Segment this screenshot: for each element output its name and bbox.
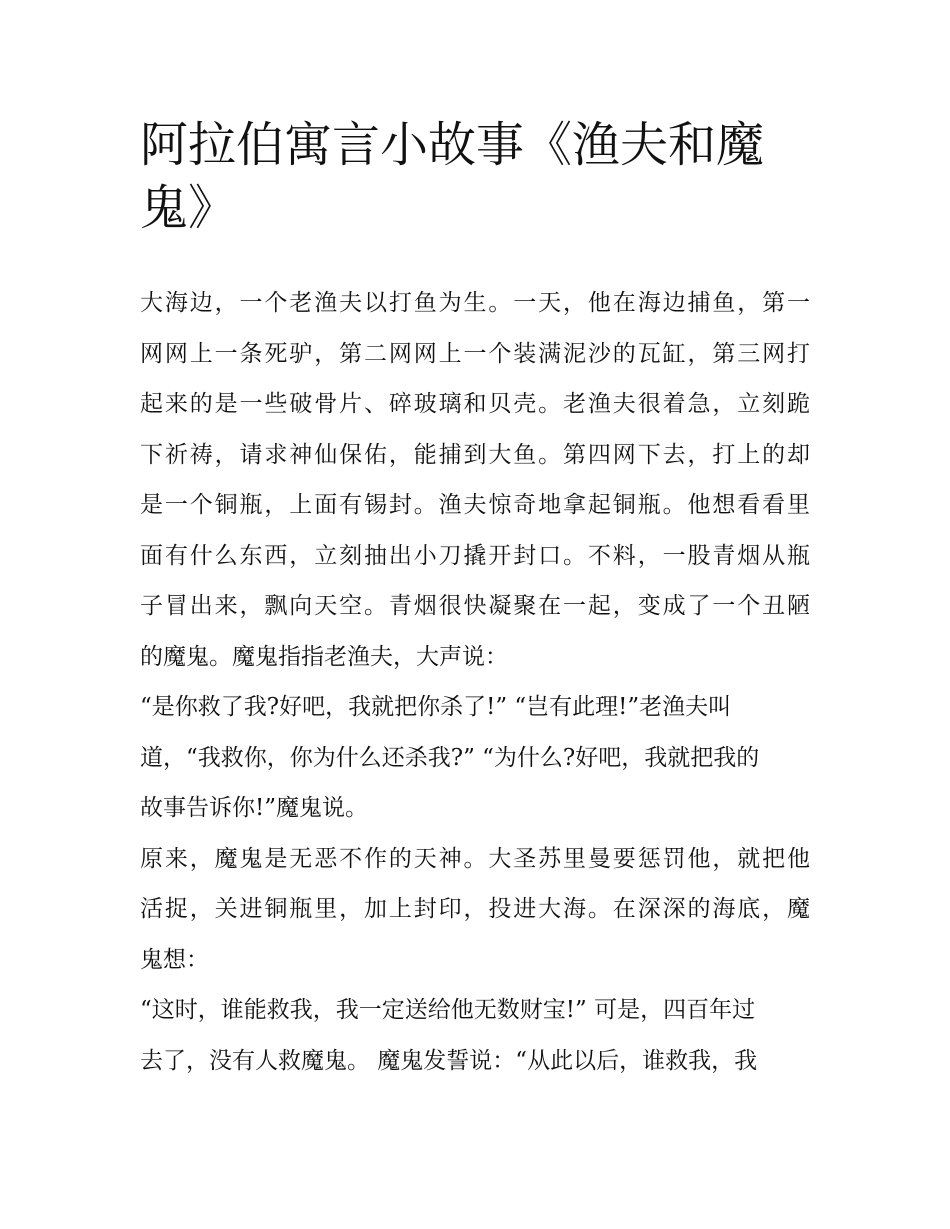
text-line: “这时，谁能救我，我一定送给他无数财宝!” 可是，四百年过 xyxy=(140,997,756,1023)
document-title xyxy=(140,114,830,240)
title-line: 鬼》 xyxy=(140,180,237,236)
text-line: 鬼想： xyxy=(140,946,209,973)
text-line: 下祈祷，请求神仙保佑，能捕到大鱼。第四网下去，打上的却 xyxy=(140,441,810,468)
text-line: 故事告诉你!”魔鬼说。 xyxy=(140,795,369,821)
text-line: “是你救了我?好吧，我就把你杀了!” “岂有此理!”老渔夫叫 xyxy=(140,694,732,720)
text-line: 子冒出来，飘向天空。青烟很快凝聚在一起，变成了一个丑陋 xyxy=(140,593,810,619)
story-body xyxy=(140,278,810,1086)
text-line: 活捉，关进铜瓶里，加上封印，投进大海。在深深的海底，魔 xyxy=(140,896,810,922)
text-line: 去了，没有人救魔鬼。 魔鬼发誓说：“从此以后，谁救我，我 xyxy=(140,1047,758,1074)
text-line: 原来，魔鬼是无恶不作的天神。大圣苏里曼要惩罚他，就把他 xyxy=(140,845,810,872)
text-line: 是一个铜瓶，上面有锡封。渔夫惊奇地拿起铜瓶。他想看看里 xyxy=(140,492,810,518)
text-line: 大海边，一个老渔夫以打鱼为生。一天，他在海边捕鱼，第一 xyxy=(140,290,810,316)
text-line: 网网上一条死驴，第二网网上一个装满泥沙的瓦缸，第三网打 xyxy=(140,340,810,367)
text-line: 起来的是一些破骨片、碎玻璃和贝壳。老渔夫很着急，立刻跪 xyxy=(140,391,810,417)
text-line: 的魔鬼。魔鬼指指老渔夫，大声说： xyxy=(140,643,508,670)
text-line: 面有什么东西，立刻抽出小刀撬开封口。不料，一股青烟从瓶 xyxy=(140,542,810,569)
text-line: 道，“我救你，你为什么还杀我?” “为什么?好吧，我就把我的 xyxy=(140,744,760,771)
title-line: 阿拉伯寓言小故事《渔夫和魔 xyxy=(140,117,765,173)
